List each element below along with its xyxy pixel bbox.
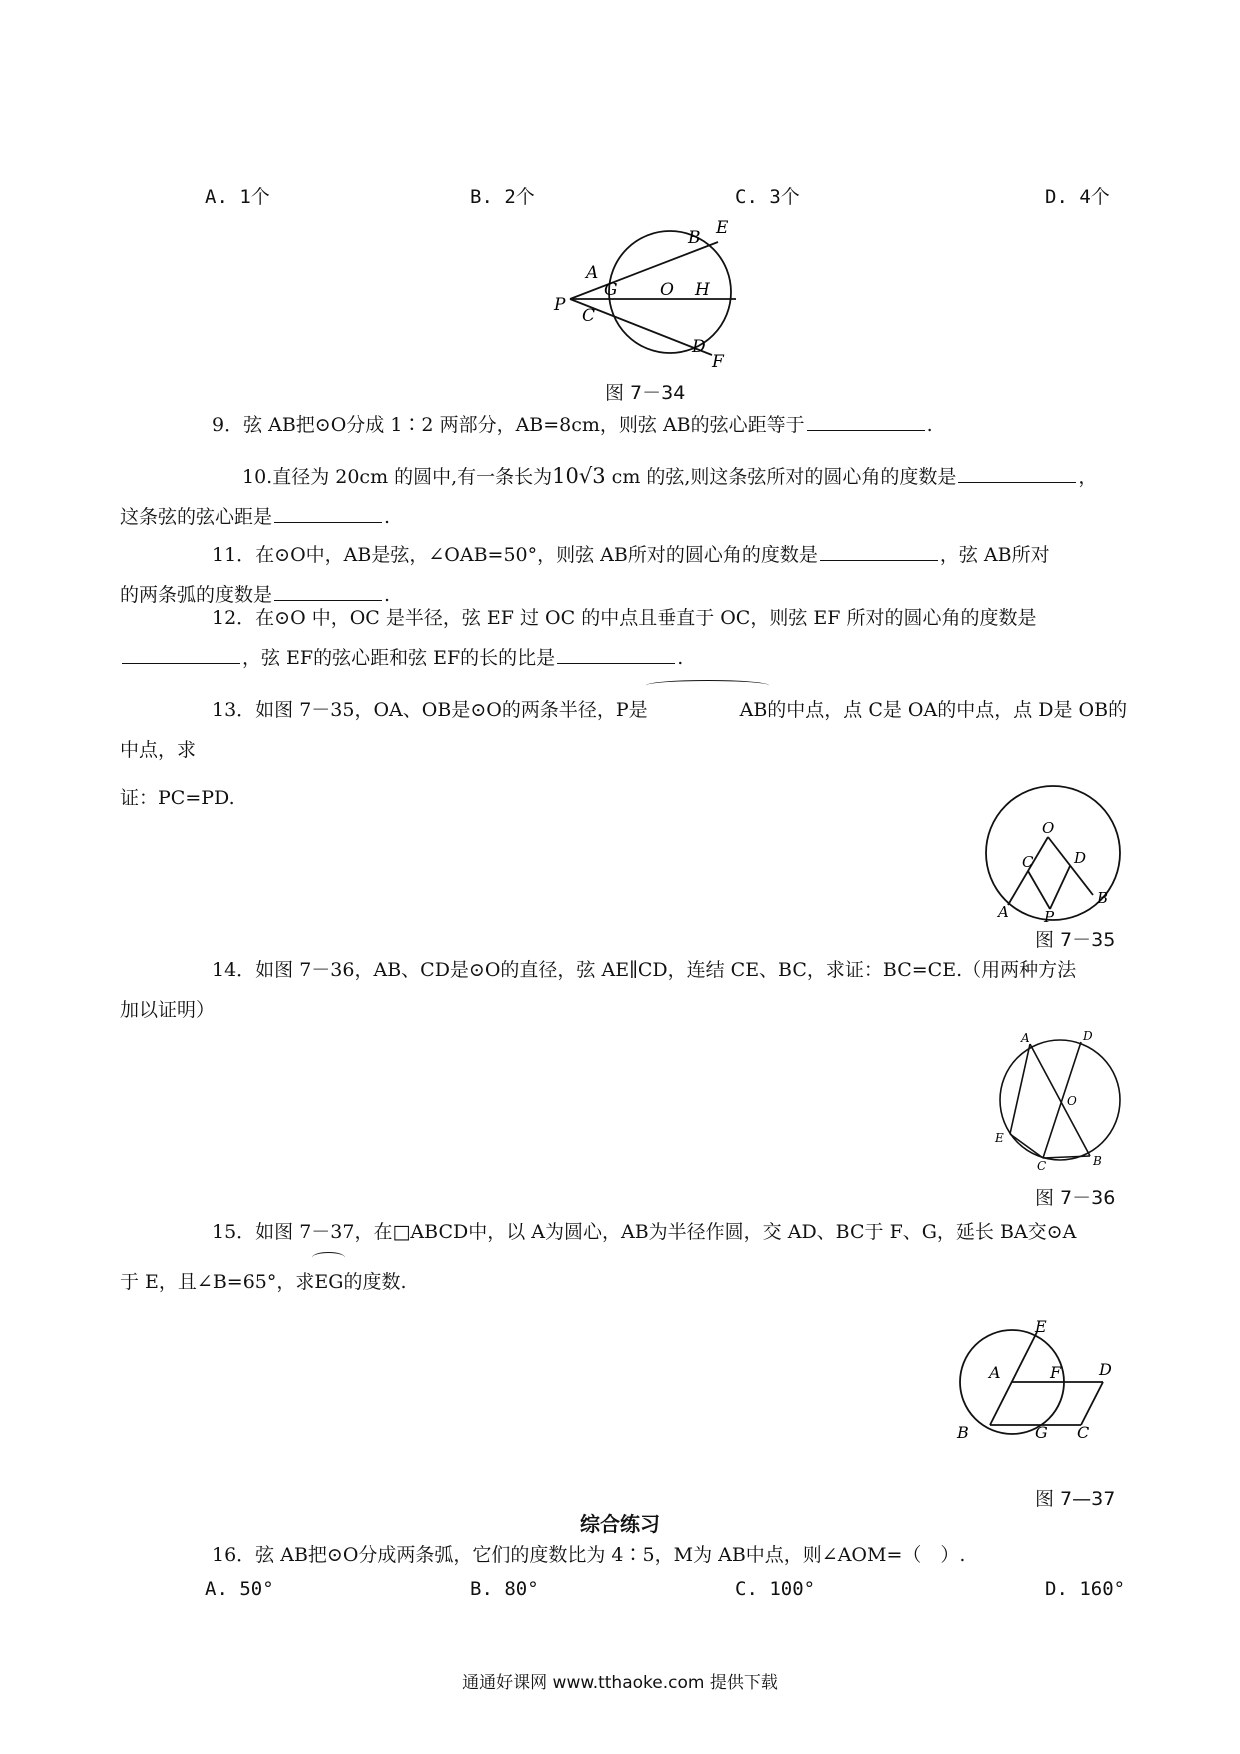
arc-ab: AB <box>648 690 768 730</box>
fig735-label-d: D <box>1074 849 1087 867</box>
fig734-label-b: B <box>688 228 701 248</box>
q10-radical: 10√3 <box>552 464 606 488</box>
fig737-label-d: D <box>1099 1360 1112 1379</box>
question-11: 11．在⊙O中，AB是弦，∠OAB=50°，则弦 AB所对的圆心角的度数是 ，弦 AB所对 的两条弧的度数是 . <box>120 535 1130 615</box>
q16-option-b: B. 80° <box>470 1578 539 1600</box>
fig736-label-b: B <box>1093 1154 1102 1168</box>
option-d: D. 4个 <box>1045 186 1110 208</box>
fig736-label-c: C <box>1037 1159 1047 1170</box>
arc-eg: EG <box>314 1262 343 1302</box>
fig735-label-b: B <box>1097 889 1109 907</box>
question-9: 9．弦 AB把⊙O分成 1∶2 两部分，AB=8cm，则弦 AB的弦心距等于 . <box>120 405 1130 445</box>
q12-blank-ratio <box>557 641 675 664</box>
option-a: A. 1个 <box>205 186 270 208</box>
fig734-label-o: O <box>660 280 674 300</box>
fig734-label-f: F <box>712 352 724 372</box>
fig736-label-e: E <box>995 1131 1004 1145</box>
fig737-label-f: F <box>1050 1363 1062 1382</box>
q16-option-a: A. 50° <box>205 1578 274 1600</box>
question-16: 16．弦 AB把⊙O分成两条弧，它们的度数比为 4∶5，M为 AB中点，则∠AOM=（ ）. <box>212 1544 966 1566</box>
q10-blank-angle <box>958 460 1076 483</box>
question-12: 12．在⊙O 中，OC 是半径，弦 EF 过 OC 的中点且垂直于 OC，则弦 EF 所对的圆心角的度数是 ，弦 EF的弦心距和弦 EF的长的比是 . <box>120 598 1130 678</box>
figure-7-37-caption: 图 7—37 <box>1035 1488 1116 1510</box>
fig734-label-a: A <box>586 263 599 283</box>
question-13: 13．如图 7－35，OA、OB是⊙O的两条半径，P是 AB的中点，点 C是 OA的中点，点 D是 OB的中点，求 证：PC=PD. <box>120 690 1130 818</box>
question-10: 10.直径为 20cm 的圆中,有一条长为10√3 cm 的弦,则这条弦所对的圆心角的度数是 ， 这条弦的弦心距是 . <box>120 456 1130 537</box>
question-14: 14．如图 7－36，AB、CD是⊙O的直径，弦 AE∥CD，连结 CE、BC，求证：BC=CE.（用两种方法 加以证明） <box>120 959 1077 1021</box>
q16-option-c: C. 100° <box>735 1578 816 1600</box>
fig735-label-p: P <box>1044 908 1055 925</box>
fig737-label-b: B <box>957 1423 969 1440</box>
q12-blank-angle <box>122 641 240 664</box>
fig734-label-e: E <box>716 218 729 238</box>
fig735-label-c: C <box>1022 853 1034 871</box>
fig737-label-g: G <box>1035 1423 1048 1440</box>
section-title: 综合练习 <box>580 1512 660 1536</box>
question-15: 15．如图 7－37，在□ABCD中，以 A为圆心，AB为半径作圆，交 AD、BC于 F、G，延长 BA交⊙A 于 E，且∠B=65°，求EG的度数. <box>120 1212 1130 1302</box>
q9-blank <box>807 408 925 431</box>
option-b: B. 2个 <box>470 186 535 208</box>
figure-7-36-caption: 图 7－36 <box>1035 1187 1116 1209</box>
figure-7-35-caption: 图 7－35 <box>1035 929 1116 951</box>
figure-7-34 <box>540 215 760 375</box>
fig734-label-c: C <box>582 306 596 326</box>
fig736-label-o: O <box>1067 1094 1077 1108</box>
fig735-label-o: O <box>1042 819 1055 837</box>
fig734-label-p: P <box>554 295 566 315</box>
q11-blank-angle <box>820 538 938 561</box>
fig736-label-a: A <box>1021 1031 1030 1045</box>
figure-7-35 <box>978 785 1138 925</box>
fig737-label-c: C <box>1077 1423 1090 1440</box>
fig737-label-a: A <box>989 1363 1001 1382</box>
figure-7-34-caption: 图 7－34 <box>605 382 686 404</box>
fig735-label-a: A <box>998 903 1009 921</box>
footer: 通通好课网 www.tthaoke.com 提供下载 <box>462 1673 778 1693</box>
fig734-label-g: G <box>604 280 618 300</box>
figure-7-37 <box>945 1320 1135 1440</box>
q9-text: 9．弦 AB把⊙O分成 1∶2 两部分，AB=8cm，则弦 AB的弦心距等于 <box>212 414 805 436</box>
q10-blank-distance <box>274 500 382 523</box>
q16-option-d: D. 160° <box>1045 1578 1126 1600</box>
option-c: C. 3个 <box>735 186 800 208</box>
fig734-label-h: H <box>695 280 710 300</box>
fig737-label-e: E <box>1035 1320 1047 1336</box>
fig734-label-d: D <box>692 337 706 357</box>
figure-7-36 <box>985 1030 1135 1170</box>
fig736-label-d: D <box>1083 1030 1093 1043</box>
